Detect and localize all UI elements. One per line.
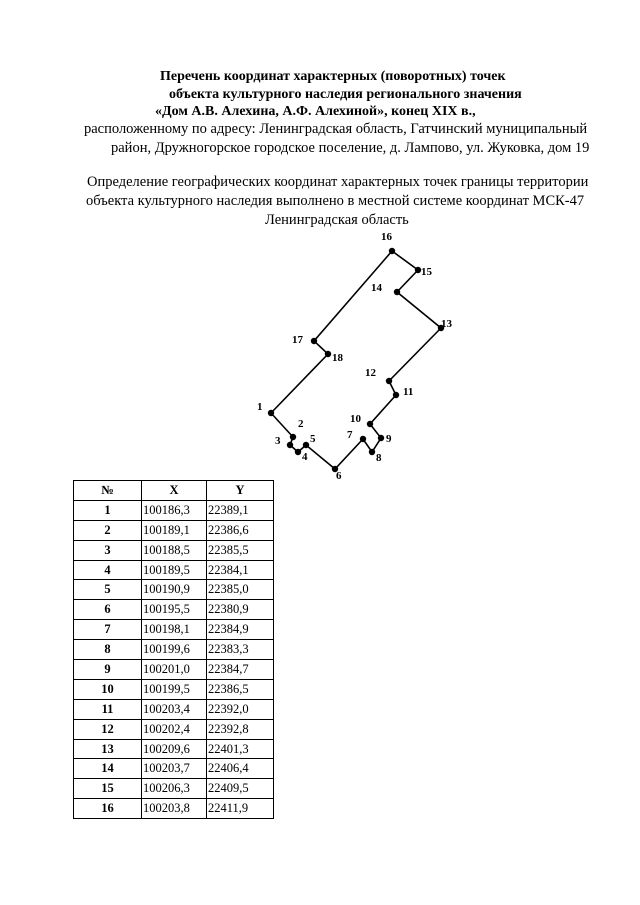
cell-x: 100199,5	[142, 679, 207, 699]
method-line-3: Ленинградская область	[265, 212, 409, 228]
boundary-point-label: 11	[403, 386, 414, 398]
cell-number: 12	[74, 719, 142, 739]
cell-y: 22409,5	[207, 779, 274, 799]
boundary-point-label: 16	[381, 231, 392, 243]
cell-x: 100189,5	[142, 560, 207, 580]
table-row	[74, 520, 274, 540]
table-header-row	[74, 481, 274, 501]
cell-number: 7	[74, 620, 142, 640]
table-row	[74, 580, 274, 600]
cell-x: 100202,4	[142, 719, 207, 739]
cell-y: 22384,9	[207, 620, 274, 640]
table-row	[74, 679, 274, 699]
cell-number: 1	[74, 500, 142, 520]
table-row	[74, 799, 274, 819]
coordinates-table	[73, 480, 274, 819]
cell-x: 100186,3	[142, 500, 207, 520]
boundary-point-marker	[360, 436, 366, 442]
table-row	[74, 500, 274, 520]
cell-number: 11	[74, 699, 142, 719]
cell-y: 22392,8	[207, 719, 274, 739]
boundary-point-label: 18	[332, 352, 343, 364]
cell-number: 6	[74, 600, 142, 620]
cell-y: 22384,1	[207, 560, 274, 580]
boundary-point-label: 17	[292, 334, 303, 346]
cell-number: 3	[74, 540, 142, 560]
cell-number: 10	[74, 679, 142, 699]
cell-y: 22411,9	[207, 799, 274, 819]
boundary-point-marker	[386, 378, 392, 384]
address-line-1: расположенному по адресу: Ленинградская область, Гатчинский муниципальный	[84, 121, 588, 137]
cell-number: 13	[74, 739, 142, 759]
cell-number: 2	[74, 520, 142, 540]
cell-y: 22401,3	[207, 739, 274, 759]
cell-x: 100203,7	[142, 759, 207, 779]
cell-x: 100198,1	[142, 620, 207, 640]
boundary-point-label: 15	[421, 266, 432, 278]
table-row	[74, 560, 274, 580]
boundary-point-label: 5	[310, 433, 316, 445]
boundary-point-label: 3	[275, 435, 281, 447]
boundary-point-label: 2	[298, 418, 304, 430]
cell-x: 100199,6	[142, 640, 207, 660]
boundary-point-label: 13	[441, 318, 452, 330]
cell-x: 100195,5	[142, 600, 207, 620]
boundary-point-marker	[290, 434, 296, 440]
cell-number: 5	[74, 580, 142, 600]
title-line-2: объекта культурного наследия регионального значения	[169, 87, 522, 102]
boundary-point-marker	[393, 392, 399, 398]
boundary-point-label: 4	[302, 451, 308, 463]
boundary-point-marker	[311, 338, 317, 344]
boundary-point-marker	[389, 248, 395, 254]
cell-y: 22380,9	[207, 600, 274, 620]
table-row	[74, 759, 274, 779]
boundary-point-marker	[394, 289, 400, 295]
cell-x: 100188,5	[142, 540, 207, 560]
boundary-point-marker	[287, 442, 293, 448]
table-row	[74, 660, 274, 680]
address-line-2: район, Дружногорское городское поселение, д. Лампово, ул. Жуковка, дом 19	[111, 140, 590, 156]
cell-y: 22389,1	[207, 500, 274, 520]
title-line-3: «Дом А.В. Алехина, А.Ф. Алехиной», конец XIX в.,	[155, 104, 476, 119]
boundary-polyline	[271, 251, 441, 469]
boundary-point-label: 6	[336, 470, 342, 482]
boundary-point-marker	[367, 421, 373, 427]
cell-y: 22392,0	[207, 699, 274, 719]
cell-y: 22383,3	[207, 640, 274, 660]
cell-x: 100201,0	[142, 660, 207, 680]
header-x: X	[142, 481, 207, 501]
table-row	[74, 779, 274, 799]
cell-x: 100206,3	[142, 779, 207, 799]
boundary-point-marker	[325, 351, 331, 357]
cell-number: 14	[74, 759, 142, 779]
table-row	[74, 620, 274, 640]
boundary-point-label: 1	[257, 401, 263, 413]
boundary-point-marker	[303, 442, 309, 448]
header-number: №	[74, 481, 142, 501]
cell-number: 9	[74, 660, 142, 680]
boundary-point-label: 10	[350, 413, 361, 425]
table-row	[74, 739, 274, 759]
cell-x: 100190,9	[142, 580, 207, 600]
cell-x: 100203,4	[142, 699, 207, 719]
boundary-point-marker	[295, 449, 301, 455]
table-row	[74, 540, 274, 560]
table-row	[74, 640, 274, 660]
cell-y: 22386,6	[207, 520, 274, 540]
boundary-point-marker	[369, 449, 375, 455]
cell-number: 16	[74, 799, 142, 819]
boundary-point-label: 9	[386, 433, 392, 445]
table-row	[74, 600, 274, 620]
cell-y: 22406,4	[207, 759, 274, 779]
title-line-1: Перечень координат характерных (поворотных) точек	[160, 69, 506, 84]
cell-y: 22385,0	[207, 580, 274, 600]
cell-x: 100189,1	[142, 520, 207, 540]
header-y: Y	[207, 481, 274, 501]
cell-y: 22385,5	[207, 540, 274, 560]
boundary-points	[257, 231, 453, 482]
boundary-point-label: 7	[347, 429, 353, 441]
method-line-2: объекта культурного наследия выполнено в местной системе координат МСК-47	[86, 193, 585, 209]
boundary-point-marker	[378, 435, 384, 441]
table-row	[74, 699, 274, 719]
boundary-point-label: 12	[365, 367, 376, 379]
cell-x: 100209,6	[142, 739, 207, 759]
cell-y: 22386,5	[207, 679, 274, 699]
cell-number: 15	[74, 779, 142, 799]
cell-x: 100203,8	[142, 799, 207, 819]
cell-number: 4	[74, 560, 142, 580]
cell-y: 22384,7	[207, 660, 274, 680]
boundary-point-marker	[268, 410, 274, 416]
boundary-point-label: 8	[376, 452, 382, 464]
cell-number: 8	[74, 640, 142, 660]
method-line-1: Определение географических координат характерных точек границы территории	[87, 174, 589, 190]
table-row	[74, 719, 274, 739]
boundary-point-label: 14	[371, 282, 382, 294]
